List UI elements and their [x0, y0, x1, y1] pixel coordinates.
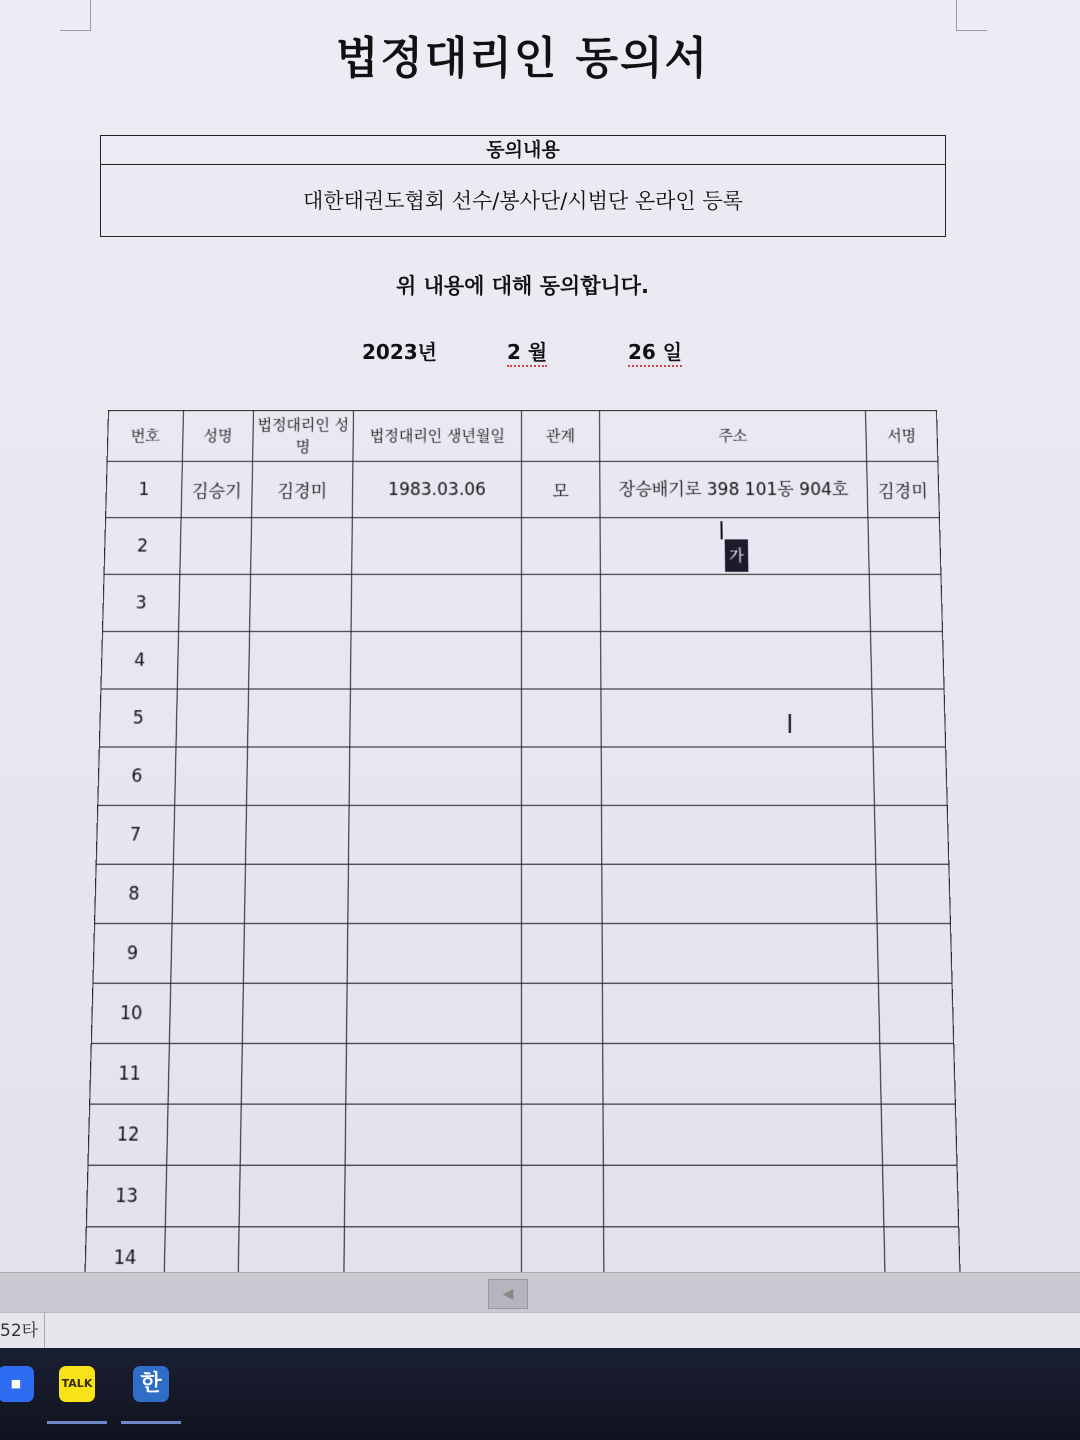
cell-guardian-birth[interactable]	[346, 1043, 522, 1104]
cell-no[interactable]: 8	[95, 864, 174, 923]
cell-relation[interactable]	[521, 864, 602, 923]
status-typing-speed: 52타	[0, 1313, 45, 1349]
text-cursor-icon: I	[786, 710, 794, 740]
cell-name[interactable]	[180, 518, 252, 575]
cell-guardian-birth[interactable]	[349, 747, 521, 805]
cell-relation[interactable]	[521, 983, 602, 1043]
cell-no[interactable]: 10	[91, 983, 170, 1043]
cell-signature[interactable]	[878, 983, 953, 1043]
header-no: 번호	[107, 410, 183, 461]
cell-name[interactable]	[167, 1104, 242, 1165]
cell-no[interactable]: 12	[88, 1104, 168, 1165]
cell-no[interactable]: 4	[101, 631, 179, 689]
table-row	[106, 461, 940, 517]
kakaotalk-icon: TALK	[59, 1366, 95, 1402]
cell-guardian-name[interactable]	[244, 864, 348, 923]
cell-no[interactable]: 14	[85, 1227, 166, 1289]
cell-relation[interactable]	[521, 747, 601, 805]
cell-signature[interactable]	[876, 864, 951, 923]
cell-address[interactable]: 장승배기로 398 101동 904호	[600, 461, 868, 517]
cell-no[interactable]: 2	[104, 518, 181, 575]
cell-signature[interactable]	[880, 1043, 956, 1104]
horizontal-scrollbar[interactable]	[0, 1272, 1080, 1313]
cell-guardian-birth[interactable]	[350, 631, 521, 689]
cell-address[interactable]	[600, 518, 869, 575]
cell-guardian-name[interactable]	[241, 1043, 346, 1104]
cell-no[interactable]: 6	[98, 747, 176, 805]
text-caret	[721, 521, 723, 539]
cell-name[interactable]	[168, 1043, 242, 1104]
cell-no[interactable]: 13	[86, 1165, 166, 1227]
cell-guardian-name[interactable]	[242, 983, 347, 1043]
date-month: 2 월	[507, 336, 547, 367]
cell-guardian-birth[interactable]	[352, 518, 522, 575]
taskbar-item-zoom[interactable]	[0, 1356, 46, 1416]
cell-name[interactable]	[176, 689, 249, 747]
hwp-icon: 한	[133, 1366, 169, 1402]
cell-guardian-birth[interactable]: 1983.03.06	[352, 461, 521, 517]
cell-guardian-name[interactable]	[247, 747, 350, 805]
status-bar	[0, 1312, 1080, 1349]
cell-signature[interactable]	[872, 689, 946, 747]
cell-guardian-birth[interactable]	[348, 864, 522, 923]
cell-guardian-name[interactable]	[248, 689, 351, 747]
table-row	[86, 1165, 958, 1227]
cell-address[interactable]	[601, 631, 872, 689]
header-guardian-birth: 법정대리인 생년월일	[353, 410, 522, 461]
table-row	[91, 983, 953, 1043]
cell-no[interactable]: 9	[93, 924, 172, 984]
cell-guardian-name[interactable]	[250, 574, 352, 631]
cell-relation[interactable]	[521, 1043, 603, 1104]
cell-guardian-name[interactable]: 김경미	[252, 461, 353, 517]
cell-guardian-birth[interactable]	[346, 983, 521, 1043]
document-title: 법정대리인 동의서	[335, 33, 710, 84]
cell-address[interactable]	[601, 689, 873, 747]
cell-signature[interactable]	[874, 805, 948, 864]
cell-relation[interactable]: 모	[521, 461, 600, 517]
cell-guardian-birth[interactable]	[344, 1165, 521, 1227]
cell-name[interactable]	[165, 1165, 240, 1227]
cell-address[interactable]	[600, 574, 870, 631]
table-row	[102, 574, 942, 631]
taskbar	[0, 1348, 1080, 1440]
table-row	[98, 747, 948, 805]
cell-no[interactable]: 3	[102, 574, 179, 631]
cell-signature[interactable]	[873, 747, 947, 805]
agree-statement: 위 내용에 대해 동의합니다.	[395, 274, 650, 298]
header-address: 주소	[600, 410, 867, 461]
cell-guardian-birth[interactable]	[351, 574, 521, 631]
date-year: 2023년	[362, 340, 437, 364]
scroll-left-arrow-icon[interactable]: ◀	[488, 1279, 528, 1309]
cell-relation[interactable]	[521, 805, 601, 864]
header-relation: 관계	[521, 410, 599, 461]
cell-address[interactable]	[601, 747, 874, 805]
cell-guardian-name[interactable]	[243, 924, 347, 984]
cell-relation[interactable]	[521, 518, 600, 575]
cell-signature[interactable]	[881, 1104, 957, 1165]
cell-relation[interactable]	[521, 1165, 603, 1227]
cell-address[interactable]	[603, 1043, 881, 1104]
taskbar-active-indicator	[47, 1421, 107, 1424]
cell-no[interactable]: 11	[90, 1043, 170, 1104]
taskbar-active-indicator	[121, 1421, 181, 1424]
cell-guardian-birth[interactable]	[345, 1104, 521, 1165]
cell-address[interactable]	[603, 1104, 883, 1165]
cell-relation[interactable]	[521, 631, 600, 689]
cell-signature[interactable]	[868, 518, 941, 575]
header-guardian-name: 법정대리인 성명	[253, 410, 354, 461]
ime-indicator: 가	[725, 539, 748, 571]
cell-name[interactable]	[173, 805, 246, 864]
table-row	[93, 924, 952, 984]
cell-address[interactable]	[602, 864, 877, 923]
consent-body: 대한태권도협회 선수/봉사단/시범단 온라인 등록	[303, 189, 743, 213]
table-row	[104, 518, 941, 575]
cell-guardian-birth[interactable]	[348, 805, 521, 864]
cell-name[interactable]	[169, 983, 243, 1043]
cell-name[interactable]	[171, 924, 245, 984]
cell-signature[interactable]	[883, 1165, 959, 1227]
cell-no[interactable]: 7	[96, 805, 175, 864]
cell-relation[interactable]	[521, 1104, 603, 1165]
taskbar-item-kakaotalk[interactable]	[47, 1356, 107, 1416]
cell-guardian-birth[interactable]	[347, 924, 521, 984]
cell-relation[interactable]	[521, 574, 600, 631]
table-row	[96, 805, 949, 864]
cell-name[interactable]: 김승기	[181, 461, 252, 517]
cell-address[interactable]	[603, 1165, 884, 1227]
header-signature: 서명	[866, 410, 938, 461]
cell-name[interactable]	[179, 574, 251, 631]
consent-box	[100, 135, 946, 237]
cell-relation[interactable]	[521, 924, 602, 984]
consent-header: 동의내용	[101, 136, 945, 165]
cell-signature[interactable]	[870, 631, 944, 689]
cell-signature[interactable]: 김경미	[867, 461, 940, 517]
header-name: 성명	[182, 410, 253, 461]
cell-name[interactable]	[177, 631, 249, 689]
table-row	[101, 631, 944, 689]
taskbar-item-hwp[interactable]	[121, 1356, 181, 1416]
cell-guardian-name[interactable]	[251, 518, 353, 575]
cell-no[interactable]: 1	[106, 461, 183, 517]
table-row	[99, 689, 945, 747]
cell-signature[interactable]	[869, 574, 942, 631]
cell-guardian-birth[interactable]	[350, 689, 522, 747]
table-row	[95, 864, 951, 923]
cell-guardian-name[interactable]	[239, 1165, 345, 1227]
table-header-row	[107, 410, 938, 461]
zoom-icon: ■	[0, 1366, 34, 1402]
date-day: 26 일	[628, 336, 682, 367]
cell-guardian-name[interactable]	[240, 1104, 346, 1165]
cell-address[interactable]	[602, 983, 879, 1043]
cell-guardian-name[interactable]	[245, 805, 349, 864]
table-row	[88, 1104, 957, 1165]
representatives-table	[82, 410, 962, 1352]
cell-address[interactable]	[601, 805, 875, 864]
cell-name[interactable]	[175, 747, 248, 805]
cell-guardian-name[interactable]	[249, 631, 351, 689]
table-row	[90, 1043, 956, 1104]
table-body	[83, 461, 962, 1351]
cell-no[interactable]: 5	[99, 689, 177, 747]
cell-address[interactable]	[602, 924, 878, 984]
cell-relation[interactable]	[521, 689, 601, 747]
cell-signature[interactable]	[877, 924, 952, 984]
cell-name[interactable]	[172, 864, 245, 923]
